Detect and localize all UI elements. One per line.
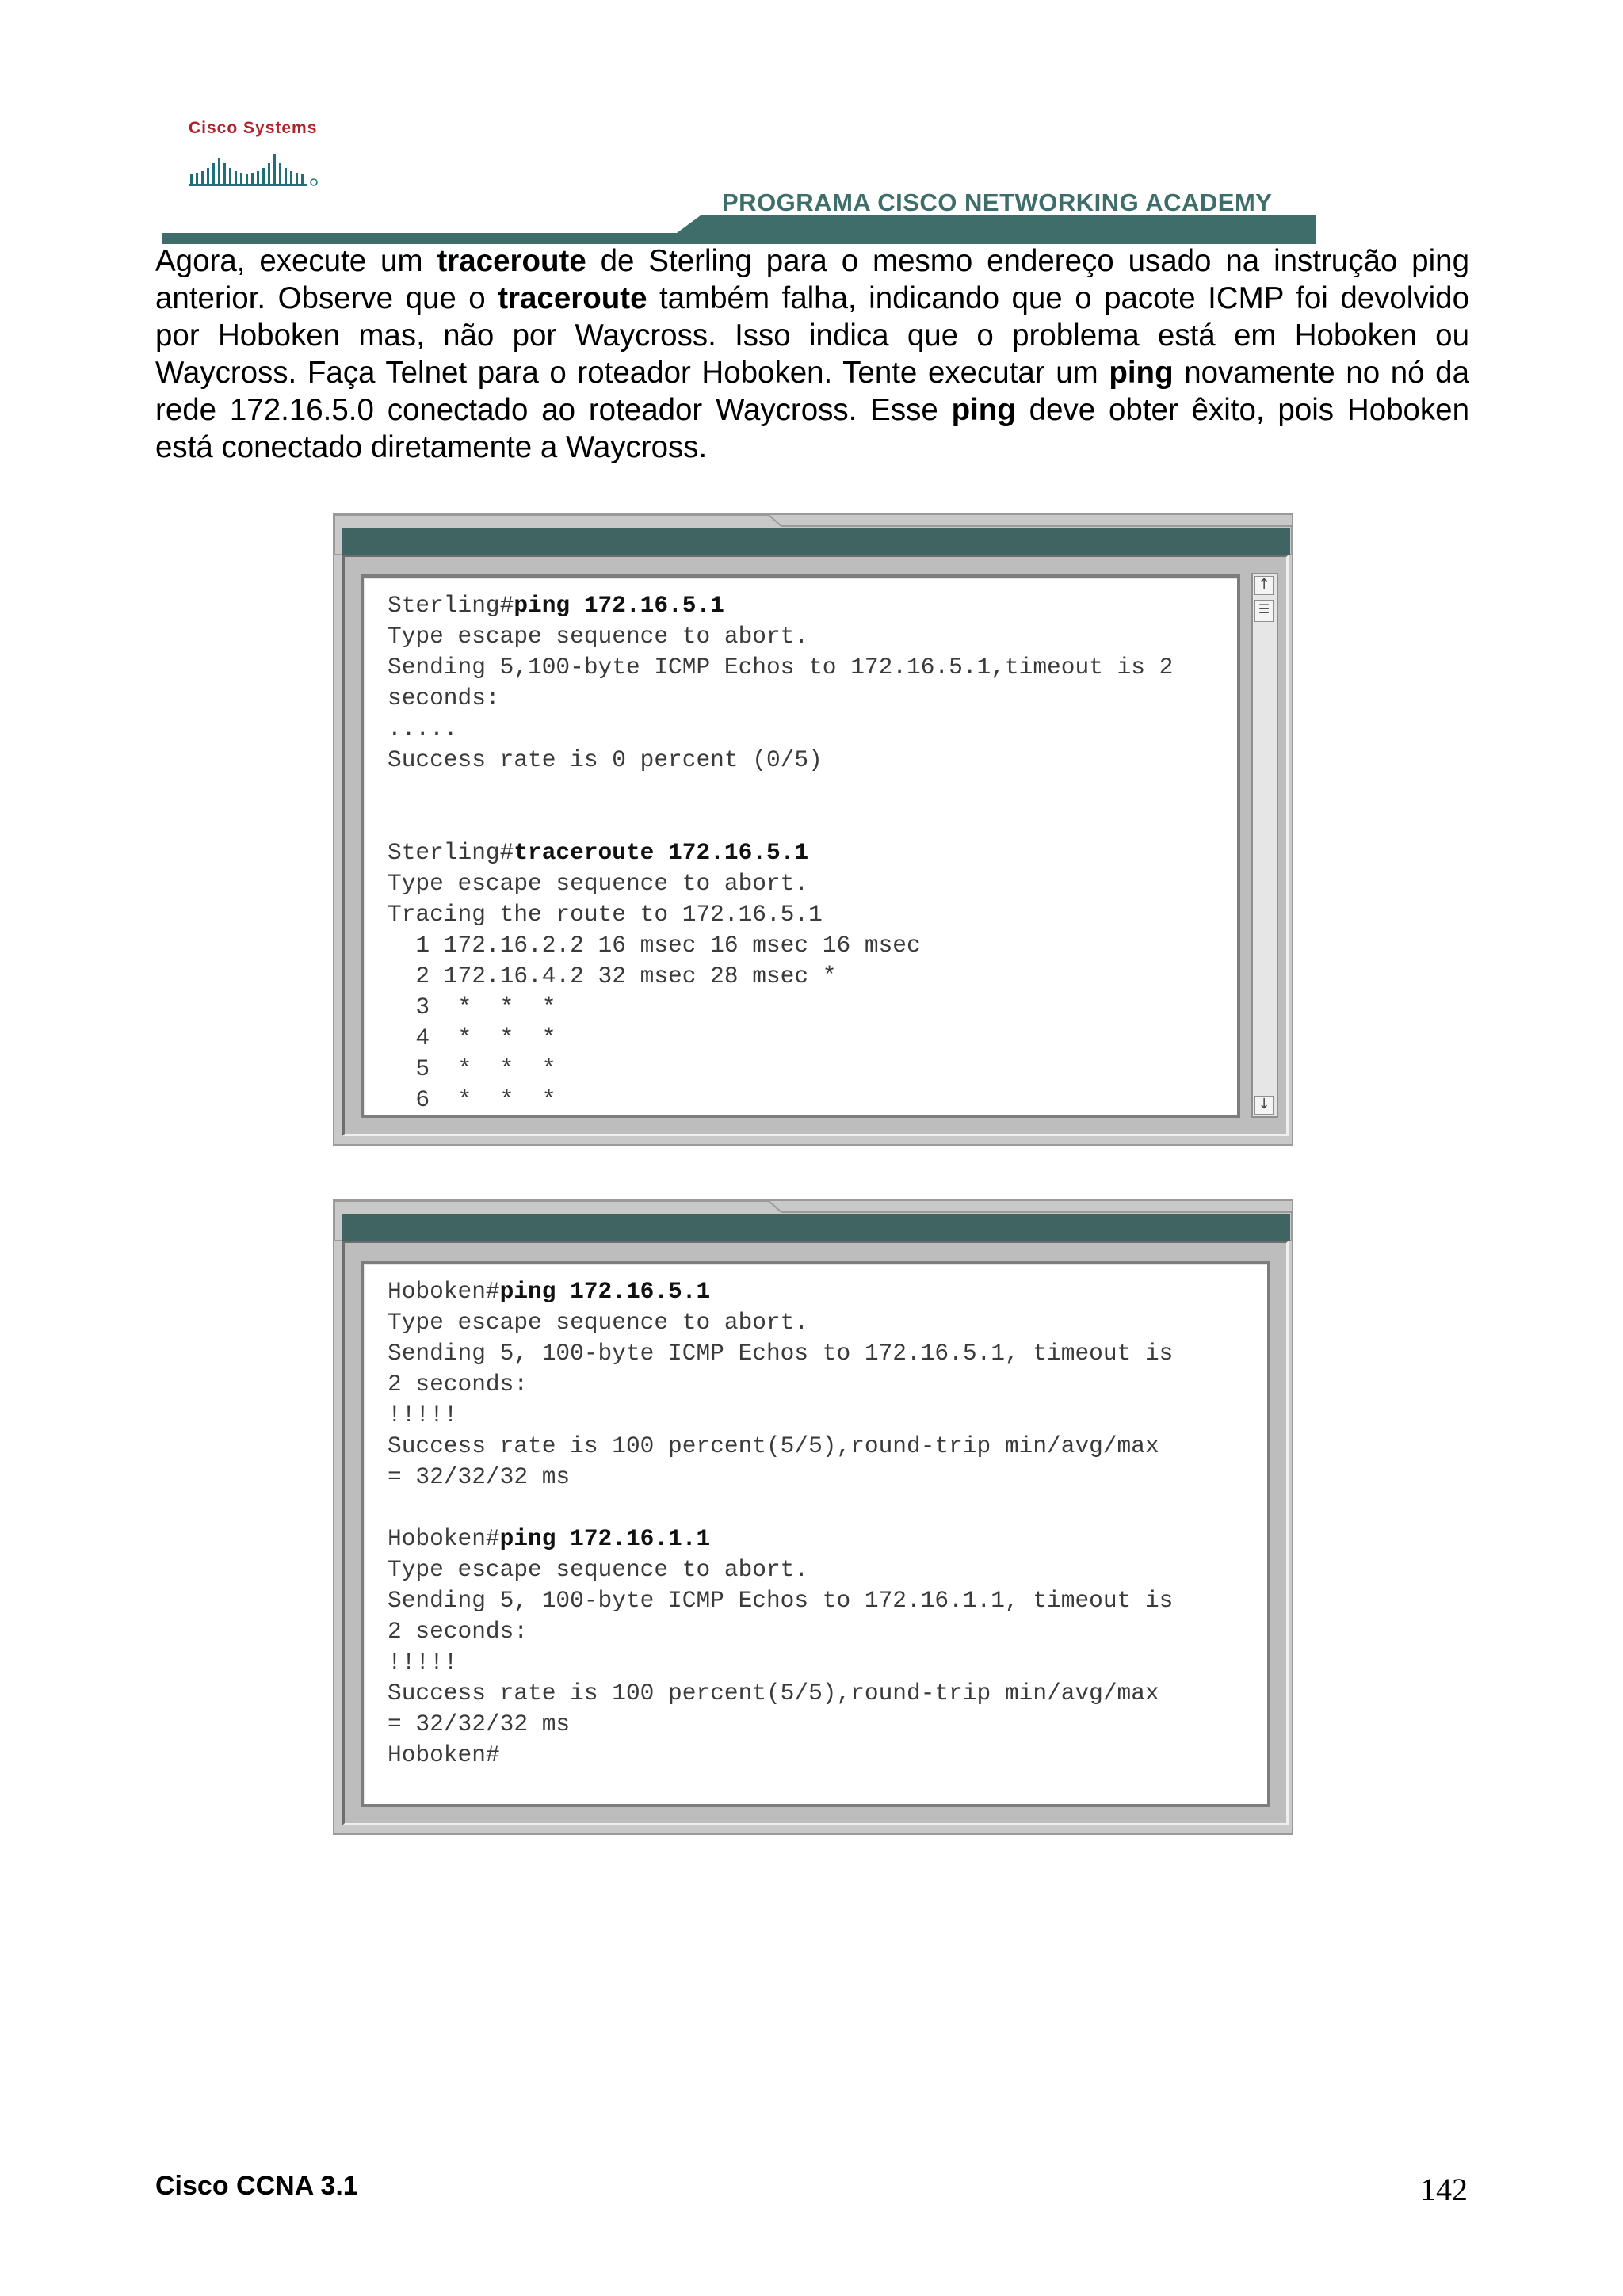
terminal-line: Sending 5,100-byte ICMP Echos to 172.16.5.1,timeout is 2 [388,654,1174,681]
terminal-line: !!!!! [388,1649,458,1676]
paragraph-text: de Sterling para o mesmo endereço usado na instrução ping anterior. Observe que o [155,244,1469,315]
cisco-bridge-icon [189,143,322,187]
terminal-line: 2 172.16.4.2 32 msec 28 msec * [388,963,837,990]
paragraph-text: novamente no nó da rede 172.16.5.0 conectado ao roteador Waycross. Esse [155,356,1470,427]
paragraph-text: também falha, indicando que o pacote ICMP foi devolvido por Hoboken mas, não por Waycross. Isso indica que o problema está em Hoboken ou Waycross. Faça Telnet para o roteador Hoboken. Tente executar um [155,281,1469,390]
terminal-window-hoboken [333,1199,1293,1835]
bold-command: ping [1109,356,1174,390]
terminal-line: Success rate is 0 percent (0/5) [388,746,823,773]
scroll-up-icon[interactable]: ↑ [1254,576,1274,595]
terminal-title-bar [342,1214,1290,1241]
terminal-line: Type escape sequence to abort. [388,623,809,650]
scroll-down-icon[interactable]: ↓ [1254,1096,1274,1115]
terminal-line: Hoboken# [388,1741,500,1768]
cisco-logo [189,119,322,187]
terminal-line: 2 seconds: [388,1618,529,1645]
terminal-line [388,1493,1173,1524]
terminal-screen [361,1261,1270,1807]
terminal-command: ping 172.16.1.1 [499,1525,711,1552]
instruction-paragraph [155,242,1469,466]
paragraph-text: Agora, execute um [155,244,437,278]
terminal-line: 4 * * * [388,1024,556,1051]
terminal-line: Type escape sequence to abort. [388,1556,809,1583]
terminal-line: = 32/32/32 ms [388,1711,571,1737]
terminal-line: Type escape sequence to abort. [388,1309,809,1336]
header-band [162,182,1316,244]
terminal-window-sterling [333,513,1293,1146]
terminal-line: seconds: [388,685,500,711]
terminal-line: 5 * * * [388,1055,556,1082]
terminal-prompt: Sterling# [388,592,514,619]
terminal-line: Sending 5, 100-byte ICMP Echos to 172.16.1.1, timeout is [388,1587,1174,1614]
terminal-screen [361,574,1240,1118]
page-number: 142 [1420,2172,1468,2207]
scrollbar[interactable] [1251,573,1278,1118]
terminal-line: !!!!! [388,1402,458,1428]
paragraph-text: deve obter êxito, pois Hoboken está conectado diretamente a Waycross. [155,393,1470,464]
bold-command: traceroute [437,244,586,278]
terminal-line [388,807,1173,837]
bold-command: ping [951,393,1016,427]
terminal-line: Type escape sequence to abort. [388,870,809,897]
terminal-prompt: Sterling# [388,839,514,866]
terminal-line: Success rate is 100 percent(5/5),round-trip min/avg/max [388,1432,1159,1459]
terminal-line [388,1276,1173,1307]
terminal-prompt: Hoboken# [388,1278,500,1305]
terminal-output [388,590,1173,1116]
terminal-title-bar [342,528,1290,555]
terminal-line [388,590,1173,621]
terminal-line: ..... [388,715,458,742]
terminal-line: Success rate is 100 percent(5/5),round-trip min/avg/max [388,1680,1159,1707]
terminal-line: = 32/32/32 ms [388,1463,571,1490]
scroll-thumb-icon[interactable]: ☰ [1254,600,1274,622]
terminal-line: 1 172.16.2.2 16 msec 16 msec 16 msec [388,932,921,959]
logo-text: Cisco Systems [189,119,318,137]
bold-command: traceroute [498,281,647,315]
terminal-line [388,776,1173,807]
terminal-command: traceroute 172.16.5.1 [514,839,809,866]
terminal-line: 3 * * * [388,994,556,1020]
terminal-line: 2 seconds: [388,1371,529,1398]
terminal-line: Tracing the route to 172.16.5.1 [388,901,823,928]
terminal-command: ping 172.16.5.1 [499,1278,711,1305]
academy-title: PROGRAMA CISCO NETWORKING ACADEMY [722,189,1273,216]
terminal-line [388,837,1173,868]
terminal-line: 6 * * * [388,1086,556,1113]
footer-course: Cisco CCNA 3.1 [155,2171,358,2201]
terminal-command: ping 172.16.5.1 [514,592,724,619]
terminal-prompt: Hoboken# [388,1525,500,1552]
terminal-line: Sending 5, 100-byte ICMP Echos to 172.16.5.1, timeout is [388,1340,1174,1367]
terminal-line [388,1524,1173,1554]
terminal-output [388,1276,1173,1771]
